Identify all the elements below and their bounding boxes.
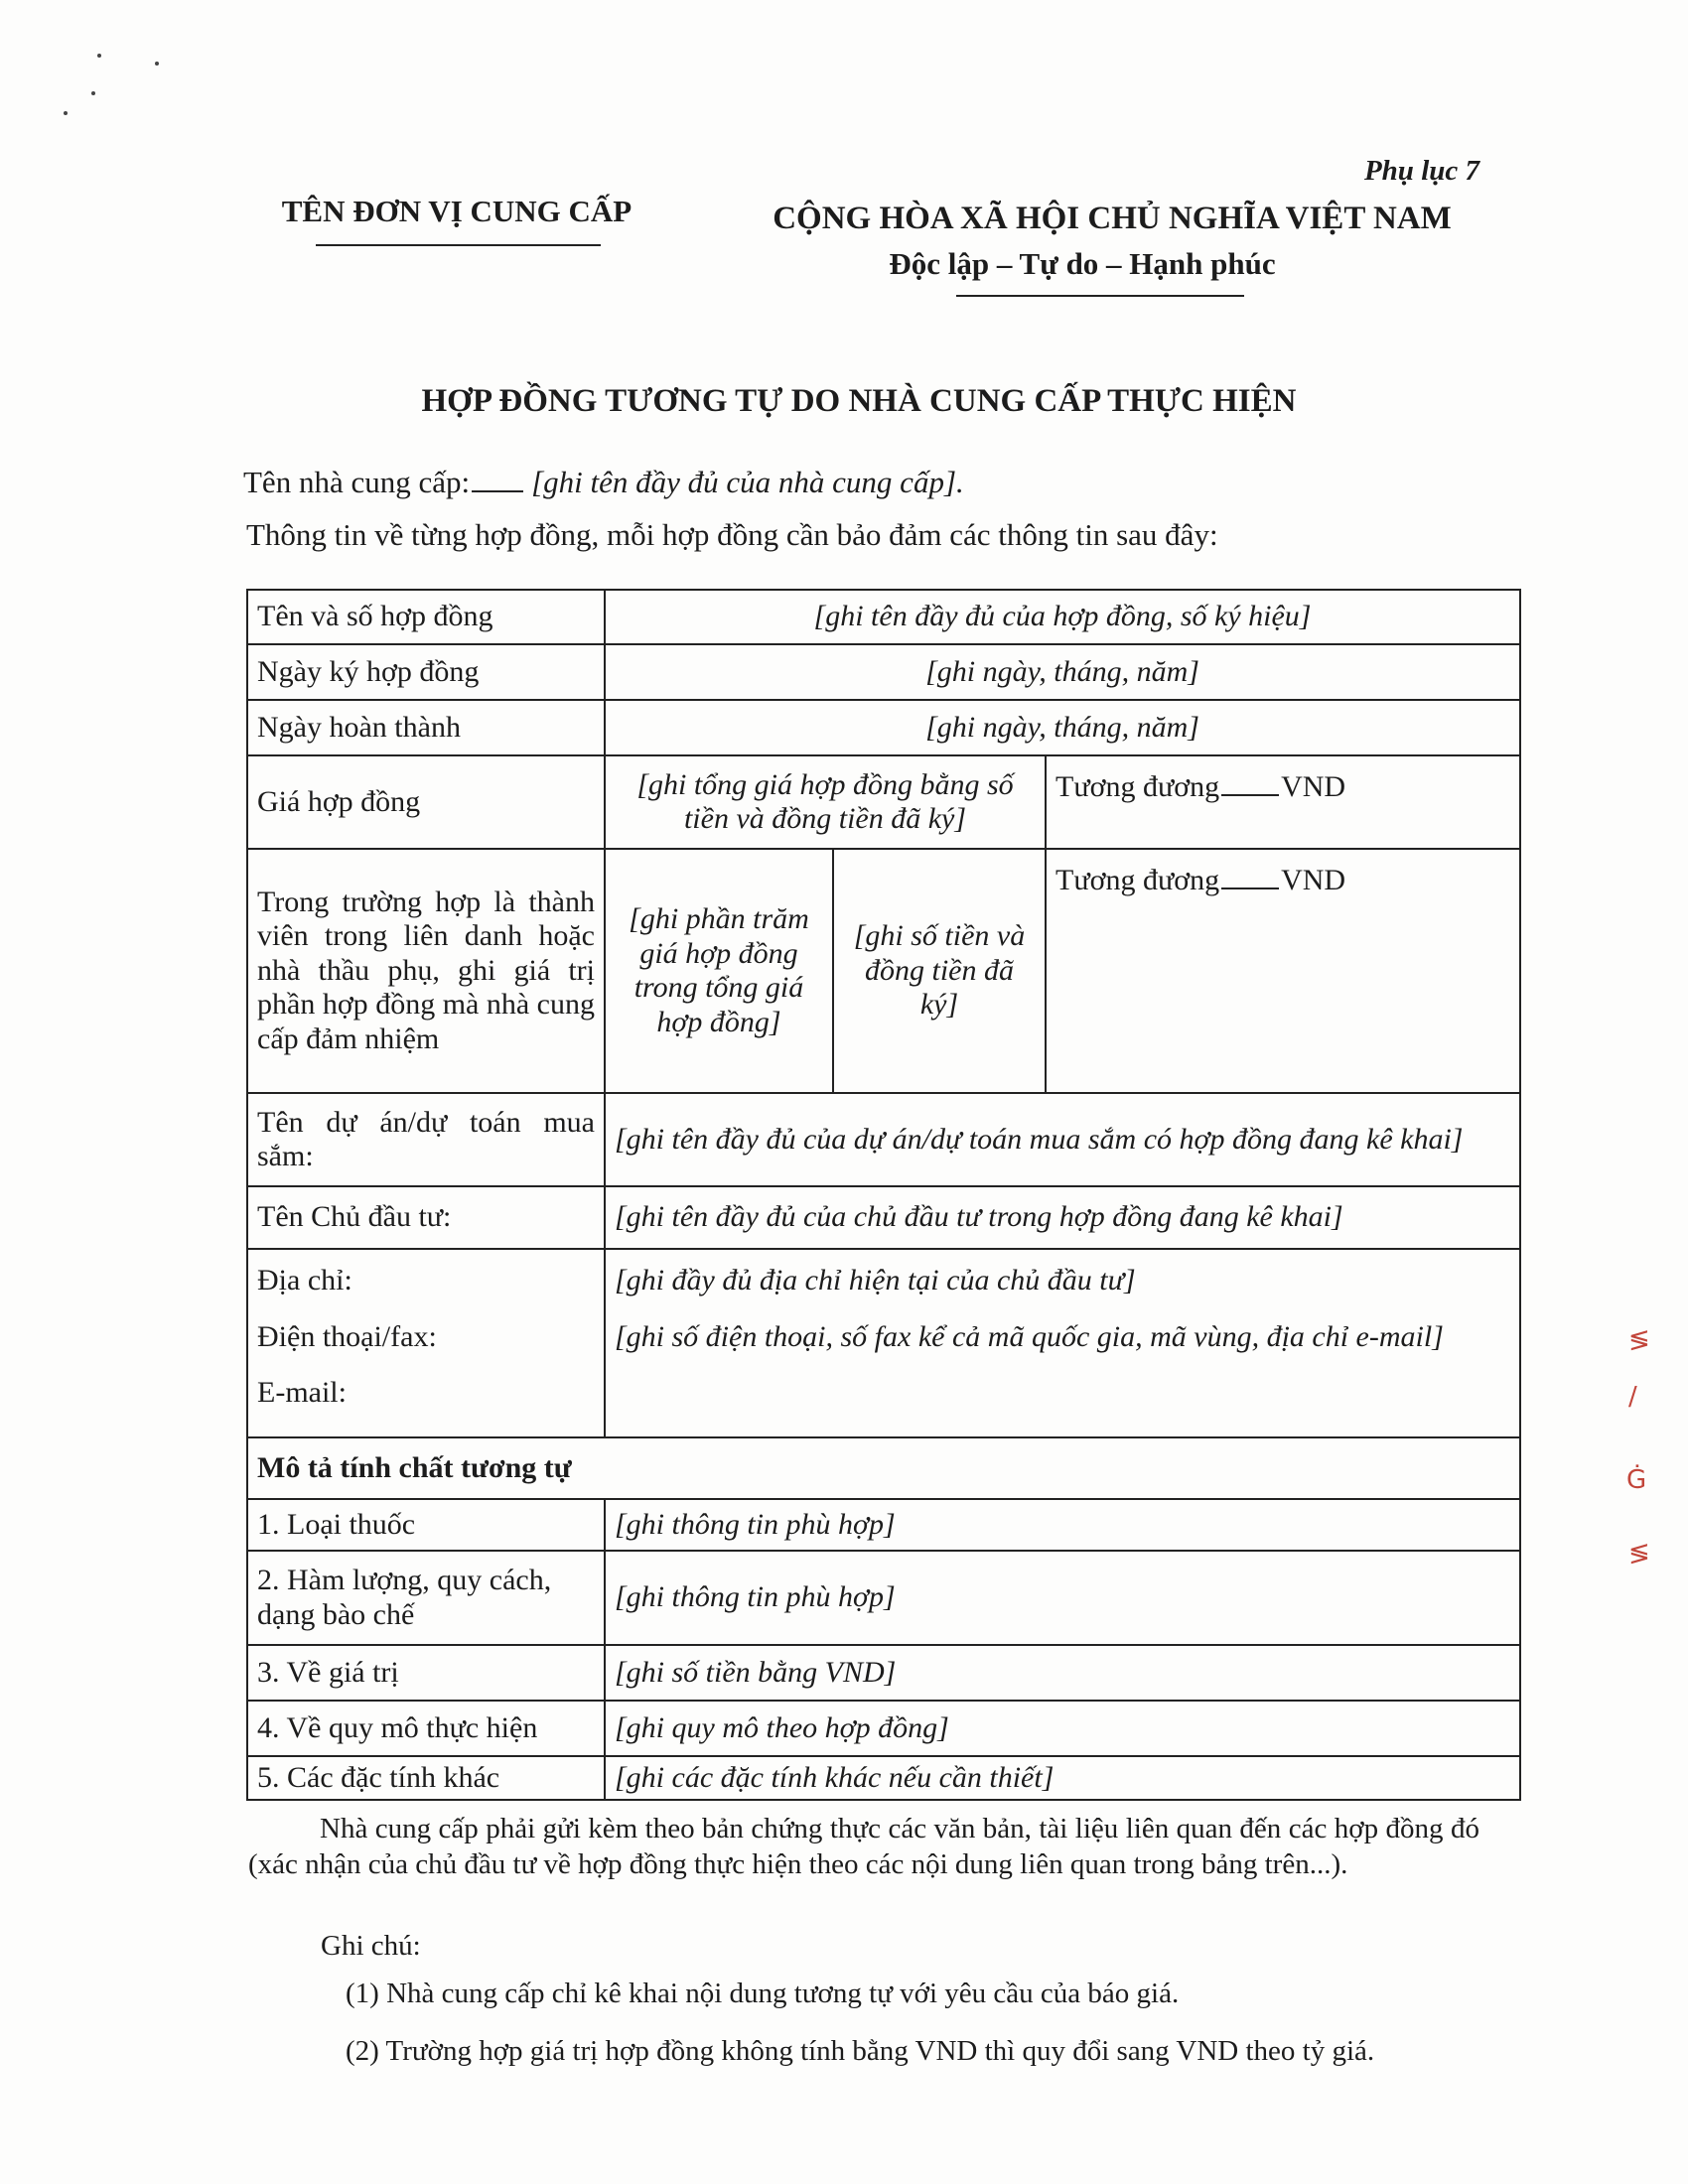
scan-speck	[155, 62, 159, 66]
table-row	[247, 1645, 1520, 1701]
item-hint: [ghi số tiền bằng VND]	[605, 1645, 1520, 1701]
item-hint: [ghi các đặc tính khác nếu cần thiết]	[605, 1756, 1520, 1800]
price-hint: [ghi tổng giá hợp đồng bằng số tiền và đồng tiền đã ký]	[605, 755, 1046, 849]
table-row	[247, 1499, 1520, 1551]
equivalent-prefix: Tương đương	[1055, 770, 1220, 803]
motto-underline	[956, 295, 1244, 297]
organization-underline	[316, 244, 601, 246]
supplier-hint: [ghi tên đầy đủ của nhà cung cấp].	[531, 465, 964, 499]
table-row	[247, 1249, 1520, 1437]
item-hint: [ghi quy mô theo hợp đồng]	[605, 1701, 1520, 1756]
contact-labels	[247, 1249, 605, 1437]
item-label: 5. Các đặc tính khác	[247, 1756, 605, 1800]
supplier-label: Tên nhà cung cấp:	[243, 465, 471, 499]
contract-name-label: Tên và số hợp đồng	[247, 590, 605, 644]
table-row	[247, 1093, 1520, 1186]
member-equivalent	[1046, 849, 1520, 1093]
complete-date-hint: [ghi ngày, tháng, năm]	[605, 700, 1520, 755]
document-title: HỢP ĐỒNG TƯƠNG TỰ DO NHÀ CUNG CẤP THỰC HIỆN	[421, 383, 1297, 419]
red-stamp-mark: Ġ	[1626, 1465, 1647, 1495]
price-equivalent	[1046, 755, 1520, 849]
member-percent-hint: [ghi phần trăm giá hợp đồng trong tổng giá hợp đồng]	[605, 849, 833, 1093]
table-row	[247, 700, 1520, 755]
price-label: Giá hợp đồng	[247, 755, 605, 849]
scan-speck	[64, 111, 68, 115]
red-stamp-mark: ≶	[1628, 1325, 1650, 1355]
table-row	[247, 1551, 1520, 1645]
red-stamp-mark: ≶	[1628, 1539, 1650, 1569]
contact-hints	[605, 1249, 1520, 1437]
member-share-label: Trong trường hợp là thành viên trong liên danh hoặc nhà thầu phụ, ghi giá trị phần hợp đồng mà nhà cung cấp đảm nhiệm	[247, 849, 605, 1093]
equivalent-suffix: VND	[1281, 770, 1346, 803]
complete-date-label: Ngày hoàn thành	[247, 700, 605, 755]
address-hint: [ghi đầy đủ địa chỉ hiện tại của chủ đầu tư]	[615, 1264, 1136, 1297]
notes-title: Ghi chú:	[321, 1930, 421, 1962]
table-row	[247, 644, 1520, 700]
supplier-blank	[472, 490, 523, 492]
contract-table	[246, 589, 1521, 1801]
investor-label: Tên Chủ đầu tư:	[247, 1186, 605, 1249]
sign-date-hint: [ghi ngày, tháng, năm]	[605, 644, 1520, 700]
appendix-label: Phụ lục 7	[1363, 155, 1479, 187]
equivalent-suffix: VND	[1281, 864, 1346, 896]
email-label: E-mail:	[257, 1376, 347, 1409]
investor-hint: [ghi tên đầy đủ của chủ đầu tư trong hợp đồng đang kê khai]	[605, 1186, 1520, 1249]
national-motto: Độc lập – Tự do – Hạnh phúc	[889, 246, 1276, 281]
project-label: Tên dự án/dự toán mua sắm:	[247, 1093, 605, 1186]
item-hint: [ghi thông tin phù hợp]	[605, 1499, 1520, 1551]
note-item: (1) Nhà cung cấp chỉ kê khai nội dung tương tự với yêu cầu của báo giá.	[346, 1978, 1180, 2009]
attachment-paragraph: Nhà cung cấp phải gửi kèm theo bản chứng thực các văn bản, tài liệu liên quan đến các hợp đồng đó (xác nhận của chủ đầu tư về hợp đồng thực hiện theo các nội dung liên quan trong bảng trên...).	[248, 1813, 1479, 1880]
item-label: 1. Loại thuốc	[247, 1499, 605, 1551]
item-label: 4. Về quy mô thực hiện	[247, 1701, 605, 1756]
table-row	[247, 1186, 1520, 1249]
table-row	[247, 590, 1520, 644]
contract-name-hint: [ghi tên đầy đủ của hợp đồng, số ký hiệu]	[605, 590, 1520, 644]
similar-header: Mô tả tính chất tương tự	[247, 1437, 1520, 1499]
address-label: Địa chỉ:	[257, 1264, 352, 1297]
table-row	[247, 1437, 1520, 1499]
table-row	[247, 1756, 1520, 1800]
equivalent-prefix: Tương đương	[1055, 864, 1220, 896]
item-label: 3. Về giá trị	[247, 1645, 605, 1701]
table-row	[247, 849, 1520, 1093]
supplier-line	[243, 465, 964, 500]
member-amount-hint: [ghi số tiền và đồng tiền đã ký]	[833, 849, 1046, 1093]
table-row	[247, 1701, 1520, 1756]
intro-text: Thông tin về từng hợp đồng, mỗi hợp đồng cần bảo đảm các thông tin sau đây:	[246, 517, 1218, 552]
organization-name: TÊN ĐƠN VỊ CUNG CẤP	[281, 194, 633, 228]
phone-label: Điện thoại/fax:	[257, 1319, 437, 1353]
equivalent-blank	[1221, 794, 1279, 796]
scan-speck	[91, 91, 95, 95]
national-title: CỘNG HÒA XÃ HỘI CHỦ NGHĨA VIỆT NAM	[773, 201, 1452, 236]
item-hint: [ghi thông tin phù hợp]	[605, 1551, 1520, 1645]
red-stamp-mark: /	[1628, 1382, 1637, 1412]
scan-speck	[97, 54, 101, 58]
phone-hint: [ghi số điện thoại, số fax kể cả mã quốc gia, mã vùng, địa chỉ e-mail]	[615, 1319, 1444, 1353]
equivalent-blank	[1221, 887, 1279, 889]
sign-date-label: Ngày ký hợp đồng	[247, 644, 605, 700]
project-hint: [ghi tên đầy đủ của dự án/dự toán mua sắm có hợp đồng đang kê khai]	[605, 1093, 1520, 1186]
table-row	[247, 755, 1520, 849]
note-item: (2) Trường hợp giá trị hợp đồng không tính bằng VND thì quy đổi sang VND theo tỷ giá.	[346, 2035, 1375, 2067]
item-label: 2. Hàm lượng, quy cách, dạng bào chế	[247, 1551, 605, 1645]
